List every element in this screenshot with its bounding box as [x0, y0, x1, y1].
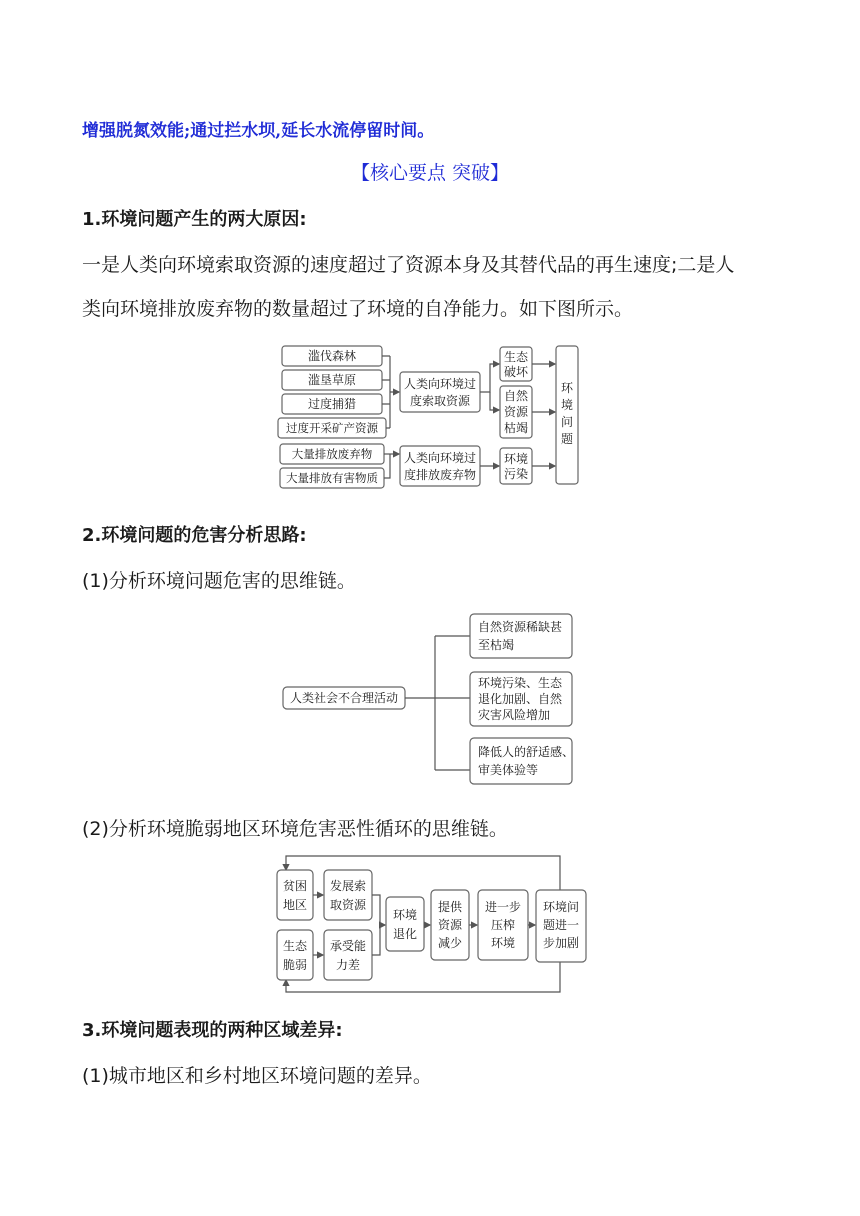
f-line-1: 环境问 [542, 900, 580, 914]
subheading-2-2: (2)分析环境脆弱地区环境危害恶性循环的思维链。 [82, 818, 508, 840]
a2-line-2: 脆弱 [282, 958, 308, 972]
branch1-line-2: 至枯竭 [478, 638, 515, 652]
fragile-ecology-box [277, 930, 313, 980]
cause-text-3: 过度捕猎 [307, 397, 357, 411]
heading-1: 1.环境问题产生的两大原因: [82, 209, 307, 230]
exploit-resources-box [324, 870, 372, 920]
b2-line-2: 力差 [335, 958, 361, 972]
poor-region-box [277, 870, 313, 920]
a1-line-2: 地区 [282, 898, 308, 912]
harm-diagram [280, 612, 580, 788]
f-line-2: 题进一 [542, 918, 580, 932]
effect2-line-2: 资源 [503, 405, 529, 419]
mid-bottom-line-2: 度排放废弃物 [403, 468, 477, 482]
cause-text-4: 过度开采矿产资源 [286, 421, 378, 435]
b1-line-1: 发展索 [329, 879, 367, 893]
branch2-line-2: 退化加剧、自然 [478, 692, 563, 706]
a1-line-1: 贫困 [282, 879, 308, 893]
branch1-line-1: 自然资源稀缺甚 [478, 620, 563, 634]
a2-line-1: 生态 [282, 939, 308, 953]
subheading-3-1: (1)城市地区和乡村地区环境问题的差异。 [82, 1065, 432, 1087]
effect3-line-2: 污染 [503, 467, 529, 481]
result-char-3: 问 [560, 415, 574, 429]
effect2-line-1: 自然 [503, 389, 529, 403]
subheading-2-1: (1)分析环境问题危害的思维链。 [82, 570, 356, 592]
effect3-line-1: 环境 [503, 452, 529, 466]
branch2-line-1: 环境污染、生态 [478, 676, 563, 690]
effect2-line-3: 枯竭 [503, 421, 529, 435]
branch2-line-3: 灾害风险增加 [478, 708, 551, 722]
d-line-1: 提供 [437, 900, 463, 914]
c-line-1: 环境 [392, 908, 418, 922]
intro-line: 增强脱氮效能;通过拦水坝,延长水流停留时间。 [82, 121, 435, 141]
e-line-2: 压榨 [490, 918, 516, 932]
branch3-line-2: 审美体验等 [478, 763, 539, 777]
d-line-2: 资源 [437, 918, 463, 932]
paragraph-line-1: 一是人类向环境索取资源的速度超过了资源本身及其替代品的再生速度;二是人 [82, 254, 735, 276]
branch3-line-1: 降低人的舒适感、 [478, 745, 575, 759]
result-char-4: 题 [560, 432, 574, 446]
c-line-2: 退化 [392, 927, 418, 941]
b2-line-1: 承受能 [329, 939, 367, 953]
effect1-line-2: 破坏 [503, 365, 529, 379]
mid-top-line-2: 度索取资源 [409, 394, 471, 408]
heading-3: 3.环境问题表现的两种区域差异: [82, 1020, 343, 1041]
f-line-3: 步加剧 [542, 936, 580, 950]
result-char-1: 环 [560, 381, 574, 395]
effect1-line-1: 生态 [503, 350, 529, 364]
mid-bottom-line-1: 人类向环境过 [403, 451, 477, 465]
cause-text-2: 滥垦草原 [307, 373, 357, 387]
low-capacity-box [324, 930, 372, 980]
mid-top-line-1: 人类向环境过 [403, 377, 477, 391]
heading-2: 2.环境问题的危害分析思路: [82, 525, 307, 546]
d-line-3: 减少 [437, 936, 463, 950]
cause-text-6: 大量排放有害物质 [286, 471, 378, 485]
b1-line-2: 取资源 [329, 898, 367, 912]
e-line-3: 环境 [490, 936, 516, 950]
e-line-1: 进一步 [484, 900, 522, 914]
section-title: 【核心要点 突破】 [350, 162, 510, 184]
paragraph-line-2: 类向环境排放废弃物的数量超过了环境的自净能力。如下图所示。 [82, 298, 634, 320]
root-text: 人类社会不合理活动 [289, 691, 399, 705]
degradation-box [386, 897, 424, 951]
causes-diagram [276, 342, 586, 492]
cause-text-5: 大量排放废弃物 [291, 447, 373, 461]
vicious-cycle-diagram [274, 852, 592, 998]
cause-text-1: 滥伐森林 [307, 349, 357, 363]
result-char-2: 境 [560, 398, 574, 412]
